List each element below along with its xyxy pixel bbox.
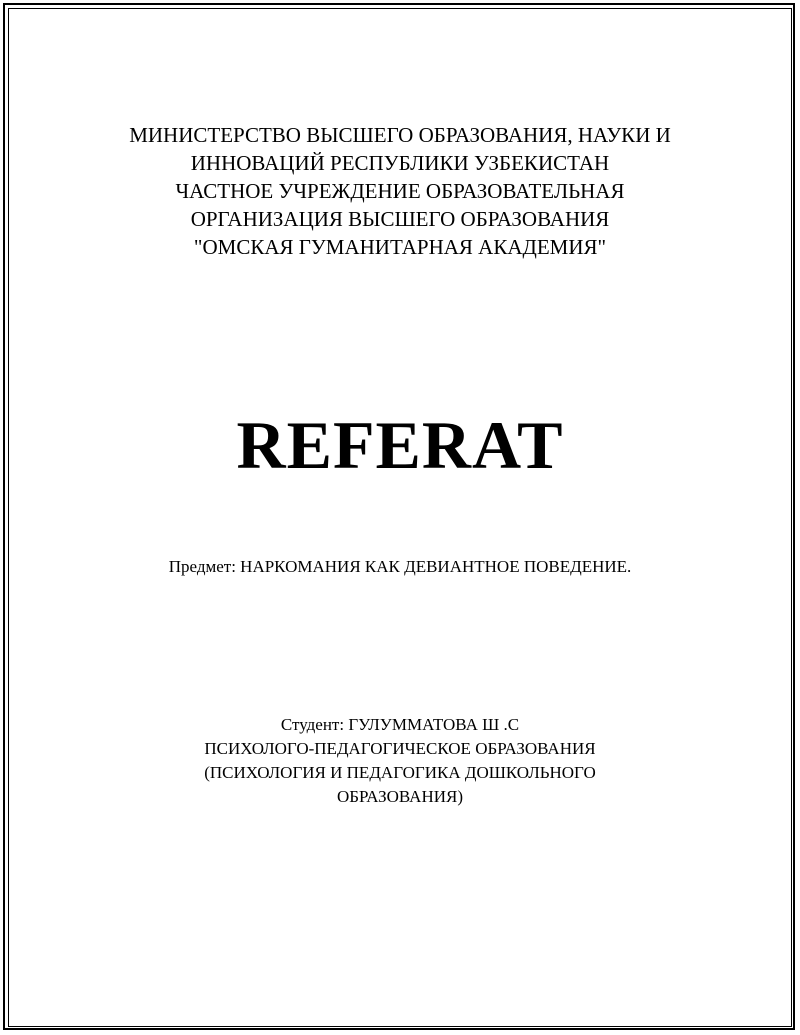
student-info xyxy=(0,713,800,809)
student-info-line: (ПСИХОЛОГИЯ И ПЕДАГОГИКА ДОШКОЛЬНОГО xyxy=(204,763,596,782)
student-info-line: ПСИХОЛОГО-ПЕДАГОГИЧЕСКОЕ ОБРАЗОВАНИЯ xyxy=(204,739,596,758)
institution-line: ЧАСТНОЕ УЧРЕЖДЕНИЕ ОБРАЗОВАТЕЛЬНАЯ xyxy=(175,179,625,203)
institution-header xyxy=(0,121,800,261)
institution-line: МИНИСТЕРСТВО ВЫСШЕГО ОБРАЗОВАНИЯ, НАУКИ И xyxy=(129,123,671,147)
student-info-line: ОБРАЗОВАНИЯ) xyxy=(336,787,464,806)
institution-line: ИННОВАЦИЙ РЕСПУБЛИКИ УЗБЕКИСТАН xyxy=(190,151,610,175)
document-title: REFERAT xyxy=(236,407,564,483)
student-info-line: Студент: ГУЛУММАТОВА Ш .С xyxy=(280,715,520,734)
subject-line: Предмет: НАРКОМАНИЯ КАК ДЕВИАНТНОЕ ПОВЕДЕНИЕ. xyxy=(168,557,632,576)
institution-line: "ОМСКАЯ ГУМАНИТАРНАЯ АКАДЕМИЯ" xyxy=(193,235,607,259)
institution-line: ОРГАНИЗАЦИЯ ВЫСШЕГО ОБРАЗОВАНИЯ xyxy=(190,207,610,231)
